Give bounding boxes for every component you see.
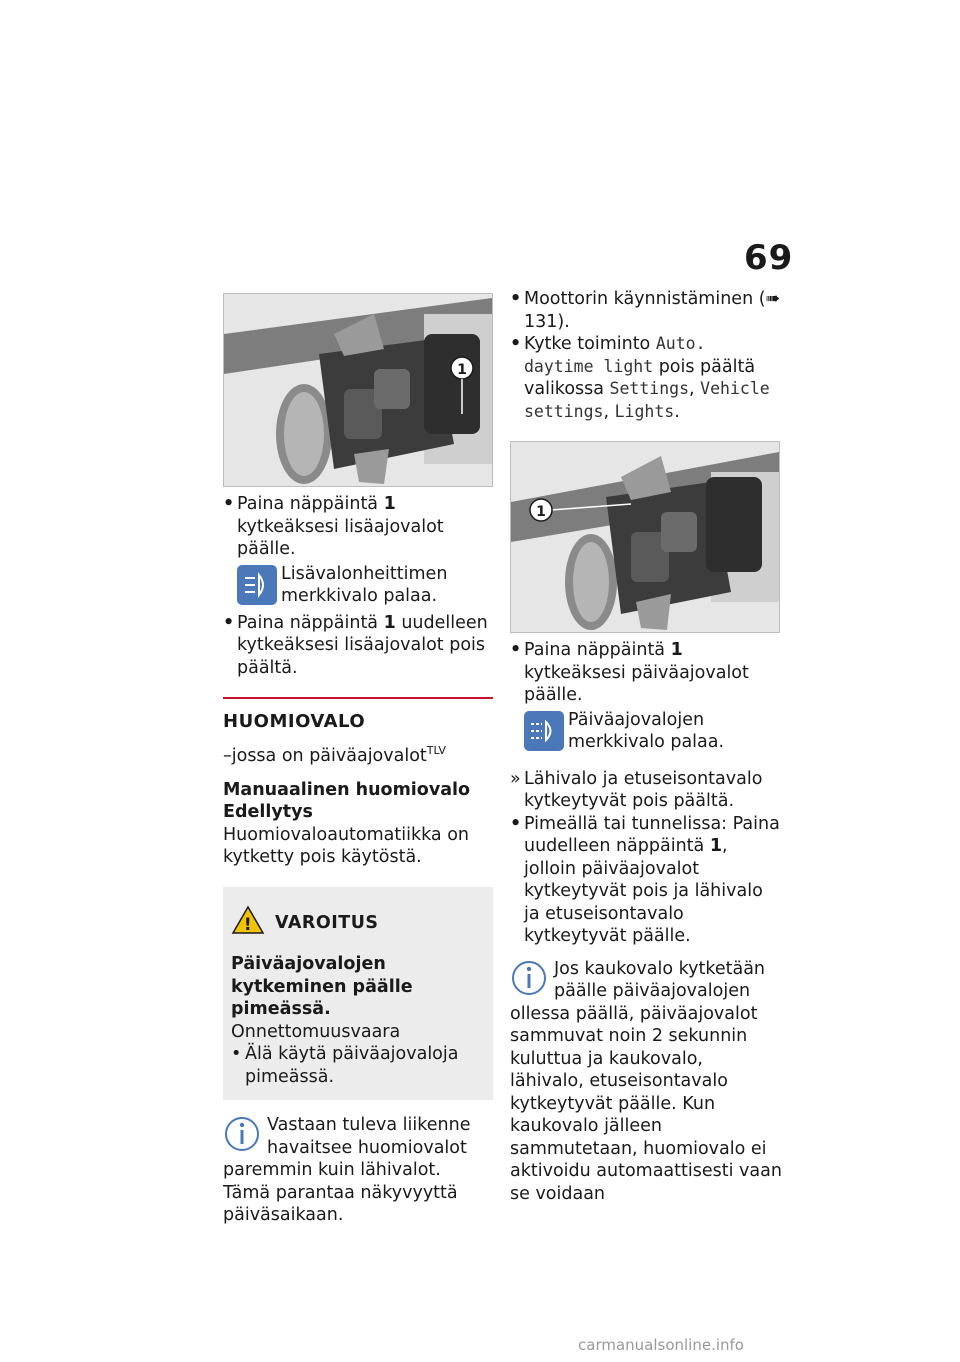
callout-1: 1 bbox=[536, 504, 546, 520]
indicator-aux-light: Lisävalonheittimen merkkivalo palaa. bbox=[237, 563, 493, 608]
step-auxiliary-off: • Paina näppäintä 1 uudelleen kytkeäksesi lisäajovalot pois päältä. bbox=[223, 612, 493, 680]
warning-bullet: • Älä käytä päiväajovaloja pimeässä. bbox=[231, 1044, 459, 1087]
handlebar-photo-2 bbox=[510, 441, 780, 633]
aux-light-indicator-icon bbox=[237, 565, 277, 605]
result-lowbeam-off: » Lähivalo ja etuseisontavalo kytkeytyvät pois päältä. bbox=[510, 768, 782, 813]
warning-heading: Päiväajovalojen kytkeminen päälle pimeässä. bbox=[231, 954, 413, 1020]
warning-triangle-icon bbox=[231, 905, 265, 942]
watermark-footer: carmanualsonline.info bbox=[578, 1336, 744, 1354]
indicator-daytime-light: Päiväajovalojen merkkivalo palaa. bbox=[524, 709, 782, 754]
section-rule bbox=[223, 697, 493, 699]
warning-risk: Onnettomuusvaara bbox=[231, 1021, 401, 1042]
subheading-prerequisite: Edellytys bbox=[223, 802, 313, 823]
step-disable-auto-daytime: • Kytke toiminto Auto. daytime light pois päältä valikossa Settings, Vehicle settings, Lights. bbox=[510, 333, 782, 423]
step-start-engine: • Moottorin käynnistäminen (➠ 131). bbox=[510, 288, 782, 333]
section-subtitle: –jossa on päiväajovalot$^{TLV}$ bbox=[223, 743, 446, 766]
reference-arrow-icon: ➠ bbox=[765, 289, 781, 309]
daytime-light-indicator-icon bbox=[524, 711, 564, 751]
section-title: HUOMIOVALO bbox=[223, 711, 366, 732]
info-note-left: Vastaan tuleva liikenne havaitsee huomiovalot paremmin kuin lähivalot. Tämä parantaa näkyvyyttä päiväsaikaan. bbox=[223, 1115, 471, 1226]
info-note-right: Jos kaukovalo kytketään päälle päiväajovalojen ollessa päällä, päiväajovalot sammuvat noin 2 sekunnin kuluttua ja kaukovalo, lähivalo, etuseisontavalo kytkeytyvät päälle. Kun kaukovalo jälleen sammutetaan, huomiovalo ei aktivoidu automaattisesti vaan se voidaan bbox=[510, 958, 782, 1204]
left-column bbox=[223, 293, 493, 1227]
info-icon bbox=[223, 1114, 261, 1154]
subheading-manual: Manuaalinen huomiovalo bbox=[223, 779, 471, 800]
step-dark-tunnel: • Pimeällä tai tunnelissa: Paina uudelleen näppäintä 1, jolloin päiväajovalot kytkeytyvät pois ja lähivalo ja etuseisontavalo kytkeytyvät päälle. bbox=[510, 813, 782, 948]
warning-box bbox=[223, 887, 493, 1101]
handlebar-photo-1 bbox=[223, 293, 493, 487]
info-icon bbox=[510, 958, 548, 998]
callout-1: 1 bbox=[457, 362, 467, 378]
page-number: 69 bbox=[744, 238, 794, 278]
svg-text:!: ! bbox=[243, 914, 253, 935]
step-daytime-on: • Paina näppäintä 1 kytkeäksesi päiväajovalot päälle. bbox=[510, 639, 782, 707]
prerequisite-text: Huomiovaloautomatiikka on kytketty pois käytöstä. bbox=[223, 824, 470, 868]
right-column bbox=[510, 288, 782, 1205]
step-auxiliary-on: • Paina näppäintä 1 kytkeäksesi lisäajovalot päälle. bbox=[223, 493, 493, 561]
warning-title: VAROITUS bbox=[275, 912, 379, 933]
